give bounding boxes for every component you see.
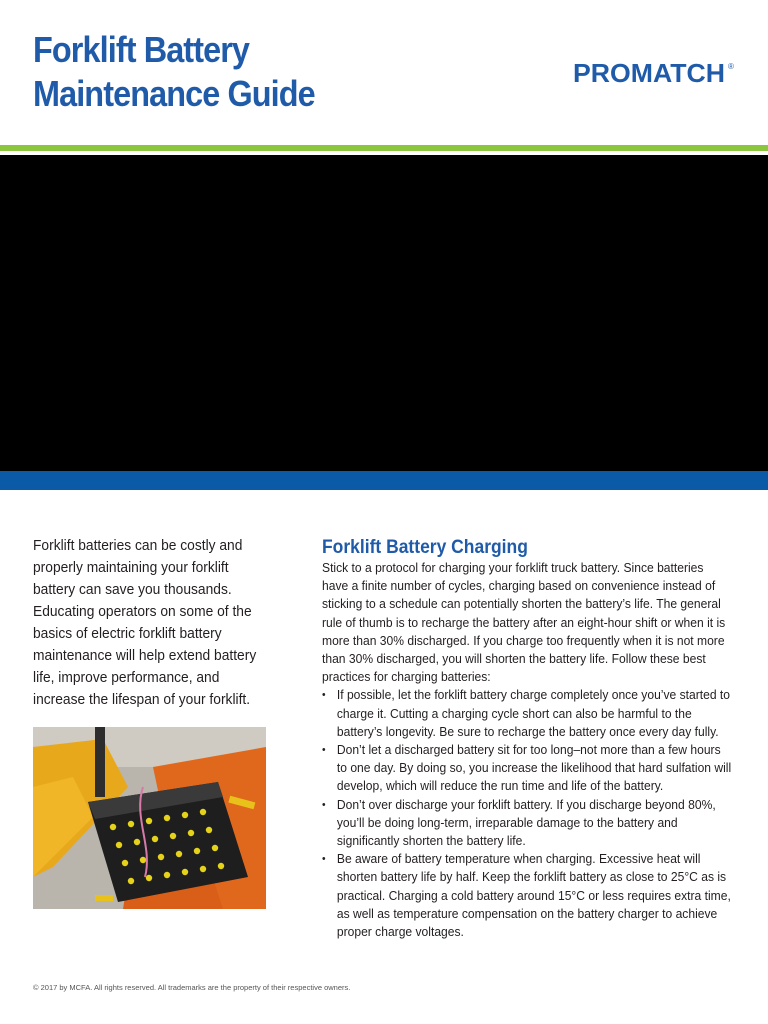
- charging-section: [322, 559, 731, 941]
- charging-bullet-list: [322, 686, 731, 941]
- hero-image-area: [0, 155, 768, 471]
- copyright-footer: © 2017 by MCFA. All rights reserved. All trademarks are the property of their respective owners.: [33, 983, 351, 992]
- intro-paragraph: Forklift batteries can be costly and properly maintaining your forklift battery can save you thousands. Educating operators on some of the basics of electric forklift battery maintenance will help extend battery life, improve performance, and increase the lifespan of your forklift.: [33, 537, 257, 708]
- charging-paragraph: Stick to a protocol for charging your forklift truck battery. Since batteries have a finite number of cycles, charging based on convenience instead of sticking to a schedule can potentially shorten the battery’s life. The general rule of thumb is to recharge the battery after an eight-hour shift or when it is more than 30% discharged. If you charge too frequently when it is not more than 30% discharged, you will shorten the battery life. Follow these best practices for charging batteries:: [322, 560, 726, 685]
- title-line-2: Maintenance Guide: [33, 73, 315, 114]
- list-item: • Don’t let a discharged battery sit for too long–not more than a few hours to one day. By doing so, you increase the likelihood that hard sulfation will develop, which will reduce the run time and life of the battery.: [322, 741, 731, 796]
- promatch-logo: [573, 57, 738, 89]
- list-item: • Don’t over discharge your forklift battery. If you discharge beyond 80%, you’ll be doing long-term, irreparable damage to the battery and significantly shorten the battery life.: [322, 796, 731, 851]
- charging-heading: Forklift Battery Charging: [322, 537, 528, 558]
- green-divider: [0, 145, 768, 151]
- forklift-battery-photo: [33, 727, 266, 909]
- blue-band: [0, 471, 768, 490]
- title-line-1: Forklift Battery: [33, 29, 250, 70]
- list-item: • Be aware of battery temperature when charging. Excessive heat will shorten battery life by half. Keep the forklift battery as close to 25°C as is practical. Charging a cold battery around 15°C or less requires extra time, as well as temperature compensation on the battery charger to achieve proper charge voltages.: [322, 850, 731, 941]
- promatch-logo-text: PROMATCH: [573, 58, 725, 88]
- registered-mark: ®: [728, 62, 734, 71]
- list-item: • If possible, let the forklift battery charge completely once you’ve started to charge it. Cutting a charging cycle short can also be harmful to the battery’s longevity. Be sure to recharge the battery once every day fully.: [322, 686, 731, 741]
- document-title: [33, 28, 315, 116]
